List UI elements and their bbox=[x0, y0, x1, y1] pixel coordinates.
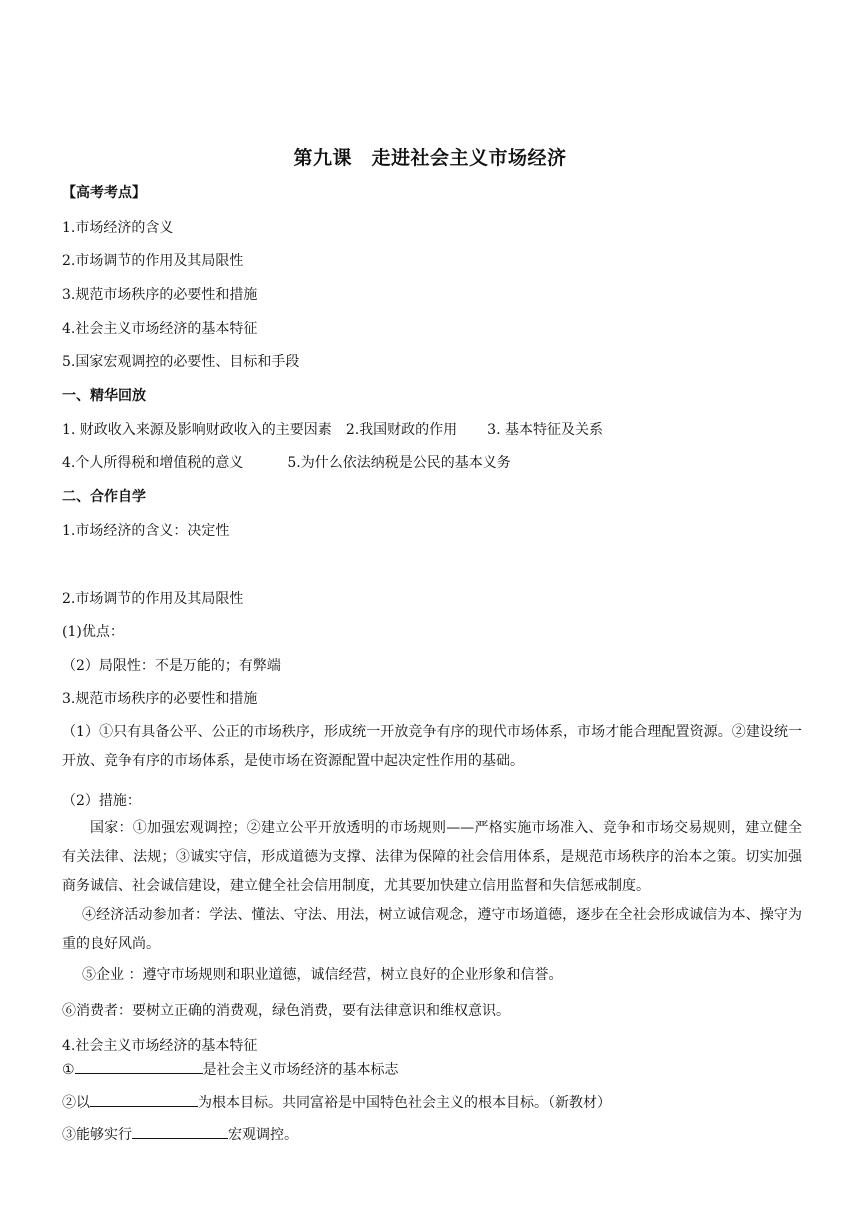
review-item-4: 4.个人所得税和增值税的意义 bbox=[62, 455, 244, 471]
review-row-1 bbox=[62, 420, 802, 440]
study-p3-measures: （2）措施： bbox=[62, 793, 141, 809]
p4-item-1-suffix: 是社会主义市场经济的基本标志 bbox=[202, 1062, 399, 1078]
review-item-5: 5.为什么依法纳税是公民的基本义务 bbox=[287, 455, 511, 471]
study-p4-item-1 bbox=[62, 1059, 802, 1080]
kaodian-item-1: 1.市场经济的含义 bbox=[62, 220, 174, 236]
kaodian-item-4: 4.社会主义市场经济的基本特征 bbox=[62, 321, 258, 337]
review-item-1: 1. 财政收入来源及影响财政收入的主要因素 bbox=[62, 422, 332, 438]
study-p3-necessity: （1）①只有具备公平、公正的市场秩序，形成统一开放竞争有序的现代市场体系，市场才能合理配置资源。②建设统一开放、竞争有序的市场体系，是使市场在资源配置中起决定性作用的基础。 bbox=[62, 724, 802, 769]
review-item-3: 3. 基本特征及关系 bbox=[487, 422, 603, 438]
study-p4-item-3 bbox=[62, 1124, 802, 1145]
study-p3: 3.规范市场秩序的必要性和措施 bbox=[62, 691, 258, 707]
study-p2-advantages: (1)优点： bbox=[62, 624, 124, 640]
kaodian-item-2: 2.市场调节的作用及其局限性 bbox=[62, 253, 244, 269]
p4-item-3-suffix: 宏观调控。 bbox=[228, 1127, 298, 1143]
study-p4-item-2 bbox=[62, 1092, 802, 1113]
review-item-2: 2.我国财政的作用 bbox=[345, 422, 458, 438]
page-title: 第九课 走进社会主义市场经济 bbox=[293, 147, 567, 169]
fill-blank-1[interactable] bbox=[75, 1059, 203, 1074]
kaodian-item-5: 5.国家宏观调控的必要性、目标和手段 bbox=[62, 354, 300, 370]
section2-header: 二、合作自学 bbox=[62, 489, 146, 505]
study-p2-limitations: （2）局限性：不是万能的；有弊端 bbox=[62, 658, 281, 674]
p4-item-2-suffix: 为根本目标。共同富裕是中国特色社会主义的根本目标。（新教材） bbox=[198, 1095, 611, 1111]
study-p4: 4.社会主义市场经济的基本特征 bbox=[62, 1038, 258, 1054]
p4-item-1-prefix: ① bbox=[62, 1062, 75, 1078]
study-p1: 1.市场经济的含义：决定性 bbox=[62, 523, 230, 539]
study-p3-enterprise: ⑤企业 ：遵守市场规则和职业道德，诚信经营，树立良好的企业形象和信誉。 bbox=[82, 967, 563, 983]
fill-blank-3[interactable] bbox=[132, 1124, 228, 1139]
fill-blank-2[interactable] bbox=[90, 1092, 198, 1107]
study-p2: 2.市场调节的作用及其局限性 bbox=[62, 591, 244, 607]
p4-item-2-prefix: ②以 bbox=[62, 1095, 90, 1111]
study-p3-consumer: ⑥消费者：要树立正确的消费观，绿色消费，要有法律意识和维权意识。 bbox=[62, 1003, 510, 1019]
study-p3-state: 国家：①加强宏观调控；②建立公平开放透明的市场规则——严格实施市场准入、竞争和市场交易规则，建立健全有关法律、法规；③诚实守信，形成道德为支撑、法律为保障的社会信用体系，是规范市场秩序的治本之策。切实加强商务诚信、社会诚信建设，建立健全社会信用制度，尤其要加快建立信用监督和失信惩戒制度。 bbox=[62, 820, 802, 894]
review-row-2 bbox=[62, 453, 802, 473]
section1-header: 一、精华回放 bbox=[62, 388, 146, 404]
study-p3-participants: ④经济活动参加者：学法、懂法、守法、用法，树立诚信观念，遵守市场道德，逐步在全社会形成诚信为本、操守为重的良好风尚。 bbox=[62, 907, 802, 952]
p4-item-3-prefix: ③能够实行 bbox=[62, 1127, 132, 1143]
kaodian-item-3: 3.规范市场秩序的必要性和措施 bbox=[62, 287, 258, 303]
kaodian-header: 【高考考点】 bbox=[62, 185, 146, 201]
